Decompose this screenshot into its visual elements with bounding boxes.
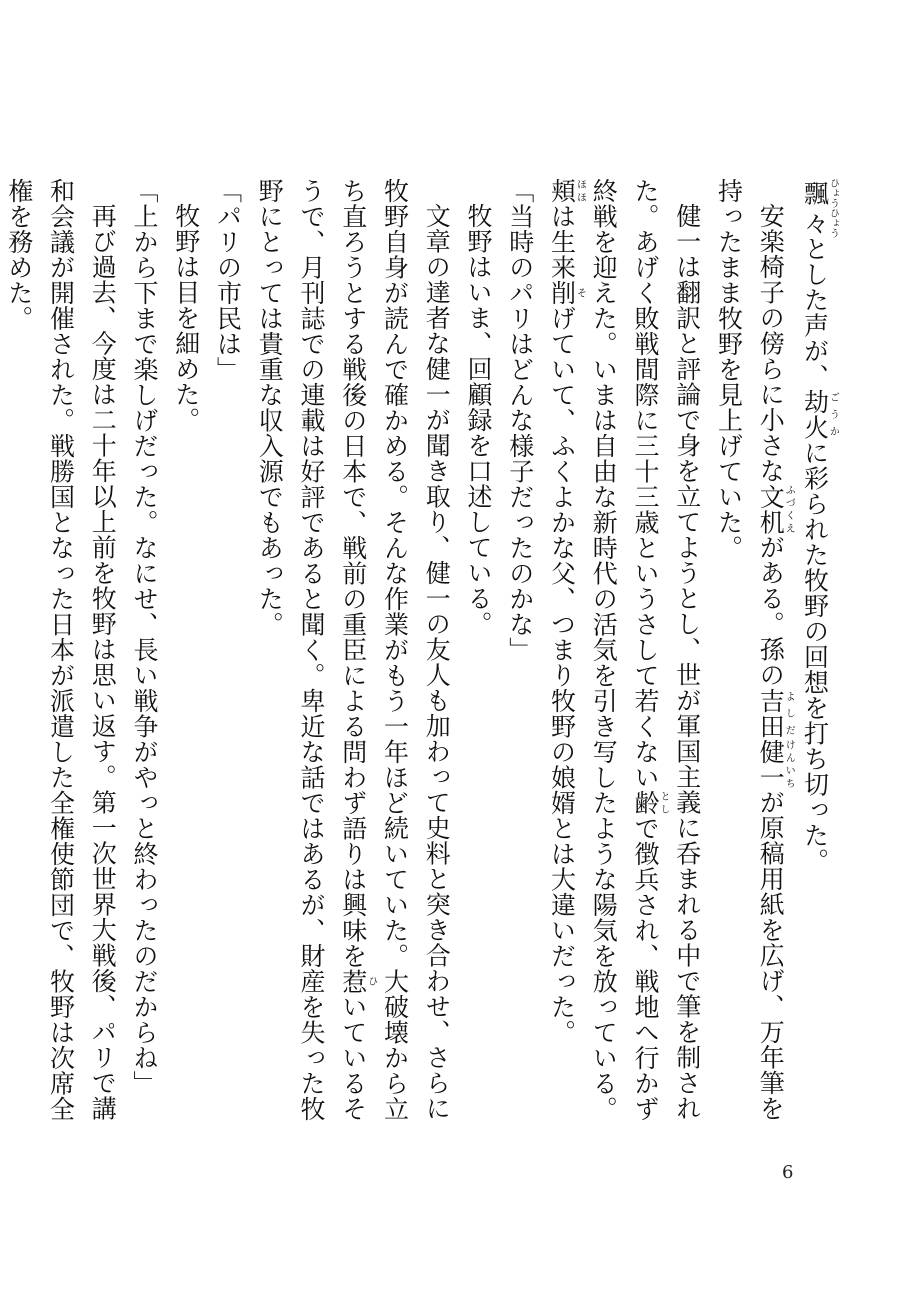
ruby-yoshida xyxy=(756,687,795,739)
ruby-base: 吉田 xyxy=(756,687,786,739)
page-number: 6 xyxy=(782,1162,794,1183)
ruby-reading: ほほ xyxy=(574,178,586,204)
text-span: げていて、ふくよかな父、つまり牧野の娘婿とは大違いだった。 xyxy=(547,305,577,1045)
text-span: がある。孫の xyxy=(756,534,786,688)
text-span: 文章の達者な健一が聞き取り、健一の友人も加わって史料と突き合わせ、さらに牧野自身が読んで確かめる。そんな作業がもう一年ほど続いていた。大破壊から立ち直ろうとする戦後の日本で、戦前の重臣による問わず語りは興味を xyxy=(338,178,452,1122)
paragraph-6 xyxy=(249,178,458,1138)
text-span: 健一は翻訳と評論で身を立てようとし、世が軍国主義に呑まれる中で筆を制された。あげく敗戦間際に三十三歳というさして若くない xyxy=(631,178,702,1121)
paragraph-7: 「パリの市民は」 xyxy=(213,178,243,382)
ruby-base: 劫火 xyxy=(800,388,830,440)
ruby-gouka xyxy=(800,388,839,440)
text-span: が原稿用紙を広げ、万年筆を持ったまま牧野を見上げていた。 xyxy=(714,178,786,1121)
ruby-reading: ひょうひょう xyxy=(827,178,839,238)
paragraph-8: 牧野は目を細めた。 xyxy=(171,203,201,433)
text-span: で徴兵され、戦地へ行かず終戦を迎えた。いまは自由な新時代の活気を引き写したような陽気を放っている。 xyxy=(589,178,660,1122)
ruby-reading: とし xyxy=(658,790,669,816)
ruby-reading: よしだ xyxy=(783,687,795,739)
ruby-base: 頬 xyxy=(547,178,577,204)
ruby-toshi xyxy=(631,790,669,816)
ruby-reading: そ xyxy=(574,280,586,306)
paragraph-3 xyxy=(541,178,708,1138)
paragraph-5: 牧野はいま、回顧録を口述している。 xyxy=(464,203,493,637)
ruby-reading: けんいち xyxy=(783,738,795,790)
ruby-hyouhyou xyxy=(800,178,839,238)
text-span: いているそうで、月刊誌での連載は好評であると聞く。卑近な話ではあるが、財産を失った牧野にとっては貴重な収入源でもあった。 xyxy=(255,178,368,1122)
ruby-hi xyxy=(338,968,377,995)
vertical-text-body xyxy=(4,178,839,1138)
paragraph-9: 「上から下まで楽しげだった。なにせ、長い戦争がやっと終わったのだからね」 xyxy=(130,178,159,1096)
paragraph-1 xyxy=(794,178,838,1138)
ruby-base: 健一 xyxy=(756,738,786,790)
ruby-hoho xyxy=(547,178,586,204)
ruby-so xyxy=(547,280,586,306)
ruby-base: 齢 xyxy=(631,790,660,816)
paragraph-4: 「当時のパリはどんな様子だったのかな」 xyxy=(505,178,535,663)
text-span: 安楽椅子の傍らに小さな xyxy=(756,203,786,484)
paragraph-10: 再び過去、今度は二十年以上前を牧野は思い返す。第一次世界大戦後、パリで講和会議が開催された。戦勝国となった日本が派遣した全権使節団で、牧野は次席全権を務めた。 xyxy=(4,178,118,1122)
ruby-base: 文机 xyxy=(756,483,786,535)
ruby-kenichi xyxy=(756,738,795,790)
ruby-base: 惹 xyxy=(338,968,368,994)
ruby-reading: ふづくえ xyxy=(783,483,795,535)
paragraph-2 xyxy=(708,178,794,1138)
ruby-base: 飄々 xyxy=(800,178,830,238)
text-span: とした声が、 xyxy=(800,235,830,389)
text-span: は生来 xyxy=(547,203,577,280)
text-span: に彩られた牧野の回想を打ち切った。 xyxy=(800,439,830,874)
ruby-base: 削 xyxy=(547,280,577,306)
ruby-fuzukue xyxy=(756,483,795,535)
ruby-reading: ごうか xyxy=(827,388,839,440)
ruby-reading: ひ xyxy=(365,968,377,994)
